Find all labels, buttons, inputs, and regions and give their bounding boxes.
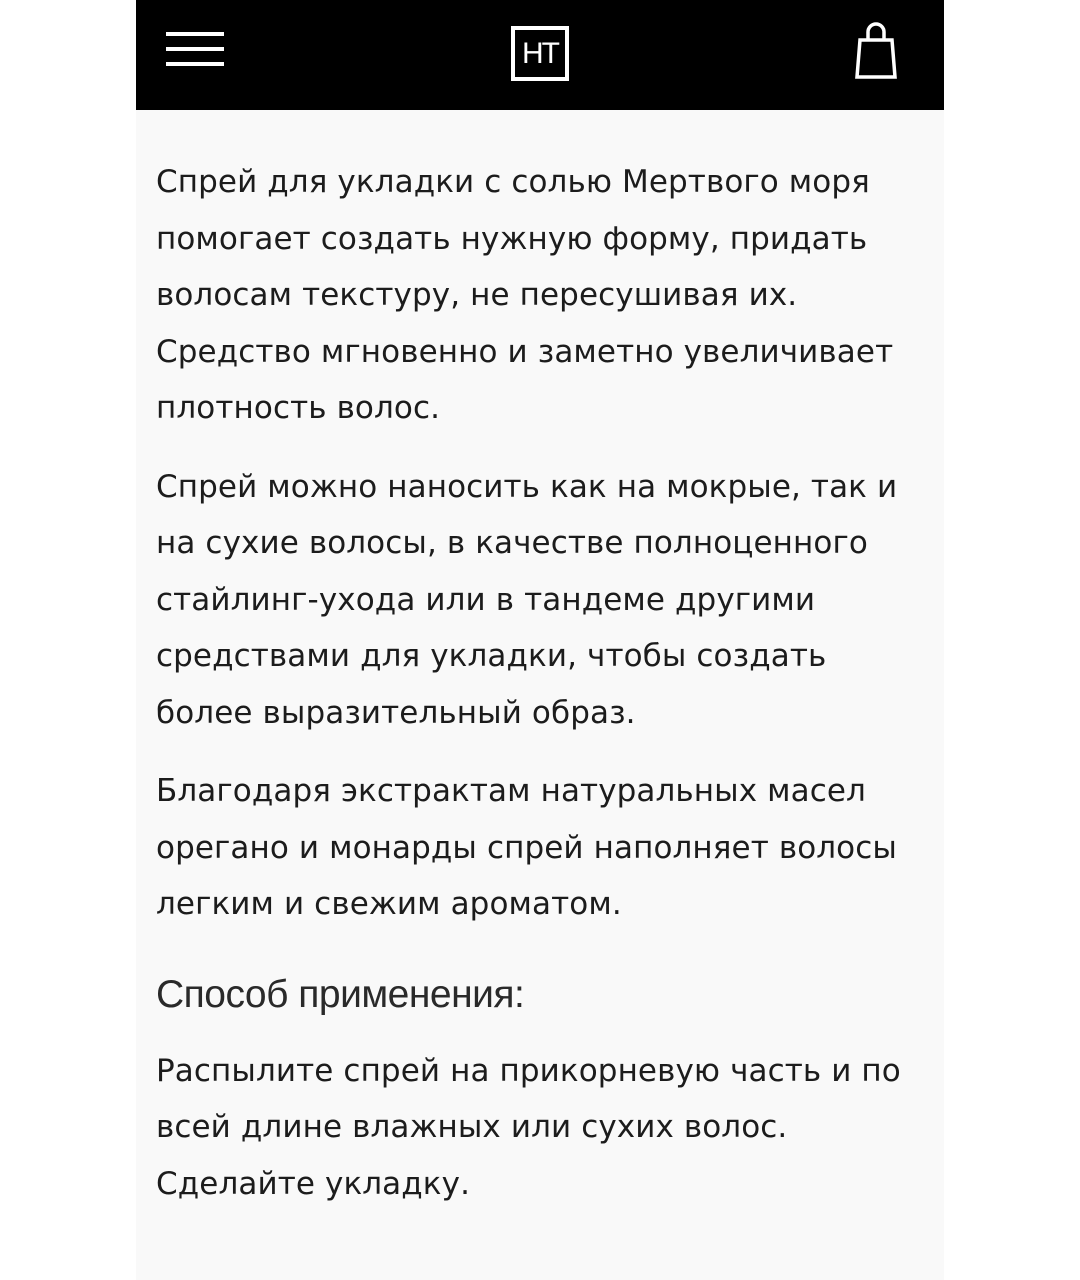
logo-text: HT — [522, 37, 558, 70]
brand-logo[interactable] — [511, 26, 569, 81]
product-description — [156, 154, 936, 1234]
hamburger-menu-icon[interactable] — [166, 30, 224, 68]
usage-heading: Способ применения: — [156, 972, 525, 1016]
description-paragraph-2: Спрей можно наносить как на мокрые, так и на сухие волосы, в качестве полноценного стайлинг-ухода или в тандеме другими средствами для укладки, чтобы создать более выразительный образ. — [156, 468, 898, 731]
top-navigation-bar — [136, 0, 944, 110]
description-paragraph-1: Спрей для укладки с солью Мертвого моря помогает создать нужную форму, придать волосам текстуру, не пересушивая их. Средство мгновенно и заметно увеличивает плотность волос. — [156, 164, 894, 426]
shopping-bag-icon[interactable] — [854, 22, 898, 80]
description-paragraph-3: Благодаря экстрактам натуральных масел орегано и монарды спрей наполняет волосы легким и свежим ароматом. — [156, 773, 897, 922]
product-page — [136, 0, 944, 1280]
usage-text: Распылите спрей на прикорневую часть и по всей длине влажных или сухих волос. Сделайте укладку. — [156, 1052, 901, 1202]
